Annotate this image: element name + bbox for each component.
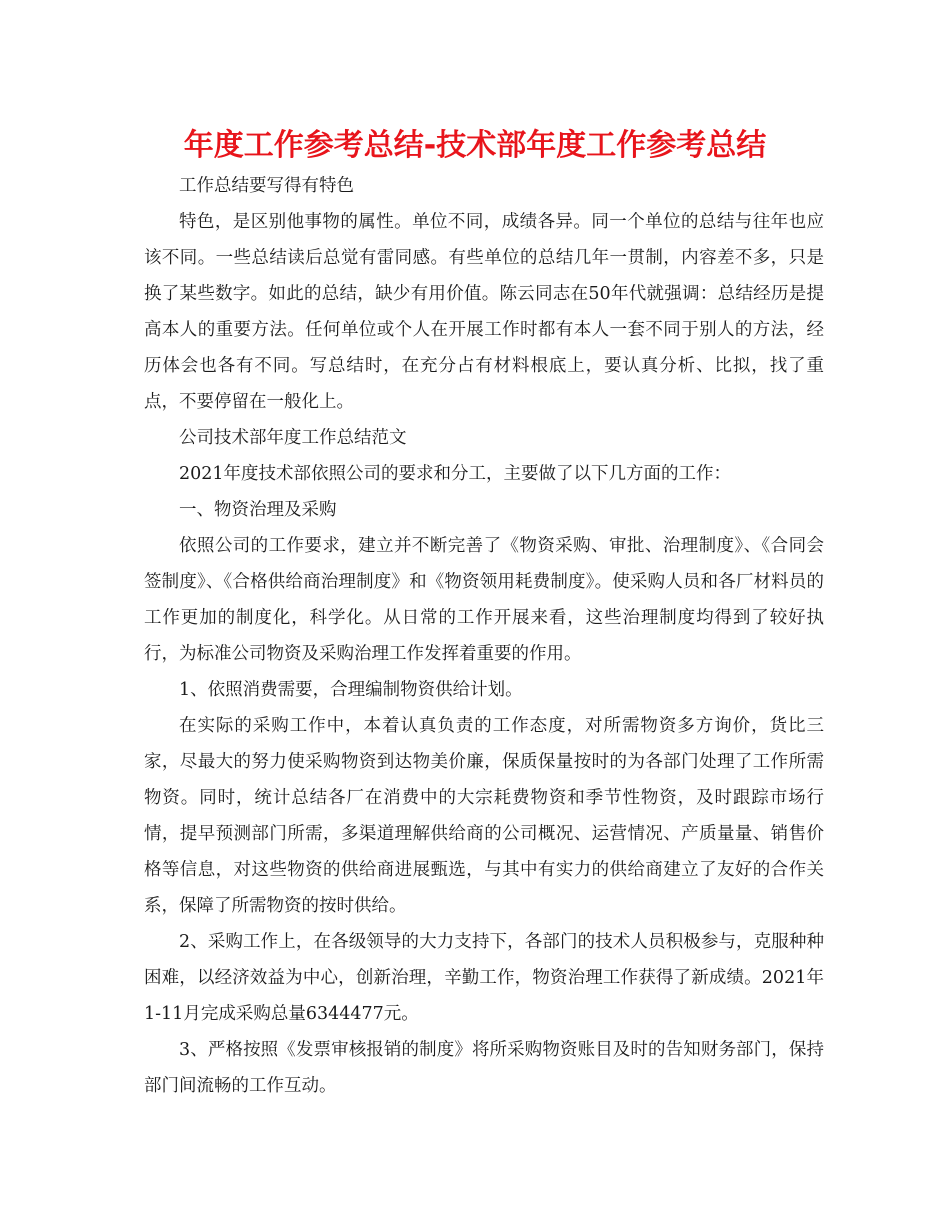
paragraph: 在实际的采购工作中，本着认真负责的工作态度，对所需物资多方询价，货比三家，尽最大的努力使采购物资到达物美价廉，保质保量按时的为各部门处理了工作所需物资。同时，统计总结各厂在消费中的大宗耗费物资和季节性物资，及时跟踪市场行情，提早预测部门所需，多渠道理解供给商的公司概况、运营情况、产质量量、销售价格等信息，对这些物资的供给商进展甄选，与其中有实力的供给商建立了友好的合作关系，保障了所需物资的按时供给。 <box>144 716 824 916</box>
paragraph: 2021年度技术部依照公司的要求和分工，主要做了以下几方面的工作： <box>179 464 732 484</box>
paragraph: 3、严格按照《发票审核报销的制度》将所采购物资账目及时的告知财务部门，保持部门间流畅的工作互动。 <box>144 1040 824 1096</box>
section-heading: 工作总结要写得有特色 <box>179 176 354 196</box>
paragraph: 特色，是区别他事物的属性。单位不同，成绩各异。同一个单位的总结与往年也应该不同。一些总结读后总觉有雷同感。有些单位的总结几年一贯制，内容差不多，只是换了某些数字。如此的总结，缺少有用价值。陈云同志在50年代就强调：总结经历是提高本人的重要方法。任何单位或个人在开展工作时都有本人一套不同于别人的方法，经历体会也各有不同。写总结时，在充分占有材料根底上，要认真分析、比拟，找了重点，不要停留在一般化上。 <box>144 212 824 412</box>
section-heading: 公司技术部年度工作总结范文 <box>179 428 407 448</box>
paragraph: 2、采购工作上，在各级领导的大力支持下，各部门的技术人员积极参与，克服种种困难，以经济效益为中心，创新治理，辛勤工作，物资治理工作获得了新成绩。2021年1-11月完成采购总量6344477元。 <box>144 932 824 1024</box>
section-heading: 一、物资治理及采购 <box>179 500 337 520</box>
paragraph: 依照公司的工作要求，建立并不断完善了《物资采购、审批、治理制度》、《合同会签制度》、《合格供给商治理制度》和《物资领用耗费制度》。使采购人员和各厂材料员的工作更加的制度化，科学化。从日常的工作开展来看，这些治理制度均得到了较好执行，为标准公司物资及采购治理工作发挥着重要的作用。 <box>144 536 824 664</box>
document-title: 年度工作参考总结-技术部年度工作参考总结 <box>183 128 767 163</box>
document-body <box>144 168 824 1104</box>
section-heading: 1、依照消费需要，合理编制物资供给计划。 <box>179 680 523 700</box>
